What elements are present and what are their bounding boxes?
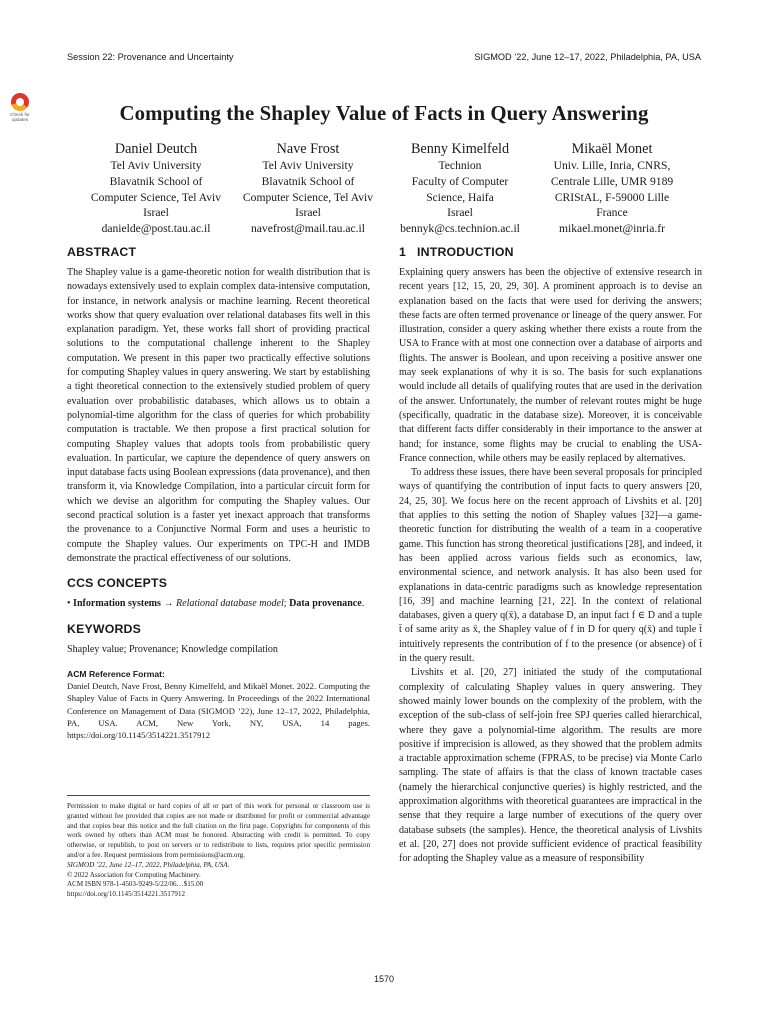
- author-4: [536, 140, 688, 237]
- author-affiliation: Faculty of Computer: [411, 174, 509, 188]
- ccs-heading: CCS CONCEPTS: [67, 576, 168, 591]
- ccs-bullet: •: [67, 598, 71, 610]
- running-header: [67, 52, 701, 66]
- ccs-term-information-systems: Information systems: [73, 598, 161, 610]
- keywords-text: Shapley value; Provenance; Knowledge compilation: [67, 643, 278, 655]
- acm-reference-text: Daniel Deutch, Nave Frost, Benny Kimelfeld, and Mikaël Monet. 2022. Computing the Shapley Value of Facts in Query Answering. In Proceedings of the 2022 International Conference on Management of Data (SIGMOD ’22), June 12–17, 2022, Philadelphia, PA, USA. ACM, New York, NY, USA, 14 pages. https://doi.org/10.1145/3514221.3517912: [67, 680, 370, 741]
- author-affiliation: Blavatnik School of: [261, 174, 355, 188]
- author-email: danielde@post.tau.ac.il: [101, 222, 211, 236]
- intro-paragraph-1: Explaining query answers has been the objective of extensive research in recent years [12, 15, 20, 29, 30]. A prominent approach is to devise an explanation based on the facts that were used for deriving the answers; these facts are often termed provenance or lineage of the query answer. For illustration, consider a query asking whether there exists a route from the USA to France with at most one connection over a database of airports and flights. The answer is Boolean, and upon receiving a positive answer one may seek explanations of why it is so. The basis for such explanations would include all details of qualifying routes that are used in the derivation of the answer. Unfortunately, the number of relevant routes might be huge (specifically, quadratic in the database size). Moreover, it is conceivable that different facts differ considerably in their importance to the answer at hand; for instance, some flights may be crucial to enabling the USA-France connection, while others may be easily replaced by alternatives.: [399, 267, 702, 464]
- author-affiliation: Blavatnik School of: [109, 174, 203, 188]
- author-block: [80, 140, 688, 237]
- ccs-separator: ;: [283, 598, 287, 610]
- author-affiliation: Univ. Lille, Inria, CNRS,: [553, 159, 671, 172]
- author-email: mikael.monet@inria.fr: [559, 222, 665, 236]
- ccs-section: [67, 575, 370, 611]
- section-number: 1: [399, 245, 407, 259]
- author-name: Benny Kimelfeld: [410, 141, 510, 157]
- ccs-concepts-line: [67, 597, 370, 611]
- left-column: [67, 244, 370, 742]
- permission-block: [67, 795, 370, 900]
- author-email: navefrost@mail.tau.ac.il: [250, 222, 365, 236]
- author-affiliation: Tel Aviv University: [262, 159, 354, 172]
- permission-copyright: © 2022 Association for Computing Machinery.: [67, 870, 201, 879]
- header-conference: SIGMOD ’22, June 12–17, 2022, Philadelphia, PA, USA: [474, 52, 701, 62]
- author-country: France: [596, 206, 628, 220]
- abstract-text: The Shapley value is a game-theoretic notion for wealth distribution that is nowadays extensively used to explain complex data-intensive computation, for instance, in network analysis or machine learning. Recent theoretical works show that query evaluation over relational databases fits well in this explanation paradigm. Yet, these works fall short of providing practical solutions to the computational challenge inherent to the Shapley computation. We present in this paper two practically effective solutions for computing Shapley values in query answering. We start by establishing a tight theoretical connection to the extensively studied problem of query evaluation over probabilistic databases, which allows us to obtain a polynomial-time algorithm for the class of queries for which probability computation is tractable. We then propose a first practical solution for computing Shapley values that adopts tools from probabilistic query evaluation. In particular, we capture the dependence of query answers on input database facts using Boolean expressions (data provenance), and then transform it, via Knowledge Compilation, into a particular circuit form for which we devise an algorithm for computing the Shapley values. Our second practical solution is a faster yet inexact approach that transforms the provenance to a Conjunctive Normal Form and uses a heuristic to compute the Shapley values. Our experiments on TPC-H and IMDB demonstrate the practical effectiveness of our solutions.: [67, 267, 371, 564]
- author-email: bennyk@cs.technion.ac.il: [400, 222, 520, 236]
- author-affiliation: Technion: [438, 159, 482, 172]
- author-2: [232, 140, 384, 237]
- ccs-term-data-provenance: Data provenance: [289, 598, 362, 610]
- author-name: Daniel Deutch: [114, 141, 198, 157]
- badge-label: Check for updates: [10, 112, 30, 122]
- section-title: INTRODUCTION: [417, 245, 514, 259]
- author-affiliation: Science, Haifa: [426, 190, 494, 204]
- keywords-section: [67, 621, 370, 657]
- right-column: [399, 244, 702, 866]
- author-country: Israel: [447, 206, 473, 220]
- permission-text: Permission to make digital or hard copies of all or part of this work for personal or classroom use is granted without fee provided that copies are not made or distributed for profit or commercial advantage and that copies bear this notice and the full citation on the first page. Copyrights for components of this work owned by others than ACM must be honored. Abstracting with credit is permitted. To copy otherwise, or republish, to post on servers or to redistribute to lists, requires prior specific permission and/or a fee. Request permissions from permissions@acm.org.: [67, 802, 370, 859]
- author-affiliation: Computer Science, Tel Aviv: [90, 190, 222, 204]
- page-number: 1570: [373, 974, 395, 984]
- author-affiliation: Computer Science, Tel Aviv: [242, 190, 374, 204]
- author-name: Nave Frost: [276, 141, 340, 157]
- author-1: [80, 140, 232, 237]
- author-3: [384, 140, 536, 237]
- intro-paragraph-3: Livshits et al. [20, 27] initiated the study of the computational complexity of calculating Shapley values in query answering. They showed mainly lower bounds on the complexity of the problem, with the exception of the sub-class of self-join free SPJ queries called hierarchical, where they gave a polynomial-time algorithm. The results are more positive if imprecision is allowed, as they showed that the problem admits a tractable approximation scheme (FPRAS, to be precise) via Monte Carlo sampling. The state of affairs is that the class of known tractable cases (namely the hierarchical conjunctive queries) is highly restricted, and the approximation algorithms with theoretical guarantees are impractical in the sense that they require a large number of executions of the query over database subsets (the samples). Hence, the theoretical analysis of Livshits et al. [20, 27] does not provide sufficient evidence of practical feasibility for adopting the Shapley value as a measure of responsibility: [399, 667, 702, 865]
- intro-paragraph-2: To address these issues, there have been several proposals for principled ways of quantifying the contribution of input facts to query answers [20, 24, 25, 30]. We focus here on the recent approach of Livshits et al. [20] that applies to this setting the notion of Shapley values [32]—a game-theoretic function for distributing the wealth of a team in a cooperative game. This function has strong theoretical justifications [28], and indeed, it has been applied across various fields such as economics, law, environmental science, and network analysis. It has also been used for explanations in data-centric paradigms such as knowledge representation [16, 39] and machine learning [21, 22]. In the context of relational databases, given a query q(x̄), a database D, an input fact f ∈ D and a tuple t̄ of same arity as x̄, the Shapley value of f in D for query q(x̄) and tuple t̄ intuitively represents the contribution of f to the presence (or absence) of t̄ in the query result.: [399, 467, 702, 665]
- author-affiliation: Tel Aviv University: [110, 159, 202, 172]
- abstract-heading: ABSTRACT: [67, 245, 137, 259]
- ccs-term-relational-model: Relational database model: [176, 598, 284, 610]
- permission-doi-link[interactable]: https://doi.org/10.1145/3514221.3517912: [67, 890, 186, 899]
- introduction-heading: [399, 244, 702, 260]
- keywords-heading: KEYWORDS: [67, 621, 142, 636]
- paper-title: Computing the Shapley Value of Facts in Query Answering: [119, 102, 649, 125]
- author-country: Israel: [143, 206, 169, 220]
- acm-reference-heading: ACM Reference Format:: [67, 668, 165, 679]
- author-name: Mikaël Monet: [571, 141, 653, 157]
- author-country: Israel: [295, 206, 321, 220]
- author-affiliation: Centrale Lille, UMR 9189: [550, 174, 674, 188]
- permission-isbn: ACM ISBN 978-1-4503-9249-5/22/06…$15.00: [67, 880, 204, 889]
- author-affiliation: CRIStAL, F-59000 Lille: [554, 190, 670, 204]
- header-session: Session 22: Provenance and Uncertainty: [67, 52, 234, 62]
- ccs-end: .: [361, 598, 365, 610]
- permission-conference: SIGMOD ’22, June 12–17, 2022, Philadelphia, PA, USA.: [67, 860, 230, 869]
- ccs-arrow: →: [163, 598, 174, 610]
